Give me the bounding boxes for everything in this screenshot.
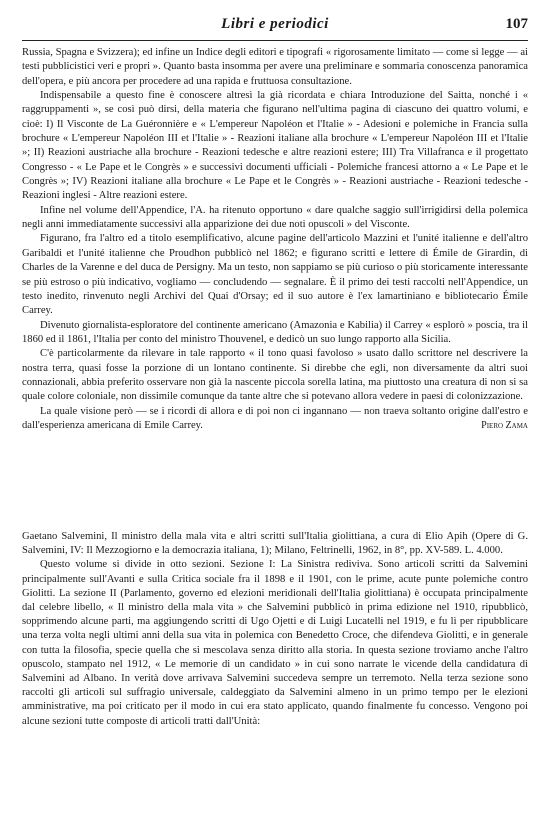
article-paragraph: Divenuto giornalista-esploratore del continente americano (Amazonia e Kabilia) il Carrey « esplorò » poscia, tra il 1860 ed il 1861, l'Italia per conto del ministro Thouvenel, e dedicò un suo lungo rapporto alla Sicilia.: [22, 319, 528, 345]
author-signature: Piero Zama: [481, 420, 528, 432]
bibliographic-entry: Gaetano Salvemini, Il ministro della mala vita e altri scritti sull'Italia giolittiana, a cura di Elio Apih (Opere di G. Salvemini, IV: Il Mezzogiorno e la democrazia italiana, 1); Milano, Feltrinelli, 1962, in 8°, pp. XV-589. L. 4.000.: [22, 531, 528, 557]
running-title: Libri e periodici: [221, 16, 329, 32]
article-paragraph: Russia, Spagna e Svizzera); ed infine un Indice degli editori e tipografi « rigorosamente limitato — come si legge — ai testi pubblicistici veri e propri ». Quanto basta insomma per avere una preliminare e sommaria conoscenza panoramica dell'opera, e più ancora per procedere ad una rapida e fruttuosa consultazione.: [22, 47, 528, 87]
page-number: 107: [505, 16, 528, 32]
article-paragraph: Infine nel volume dell'Appendice, l'A. ha ritenuto opportuno « dare qualche saggio sull'irrigidirsi della polemica negli anni immediatamente successivi alla apparizione dei due noti opuscoli » del Visconte.: [22, 204, 528, 231]
article-paragraph: Figurano, fra l'altro ed a titolo esemplificativo, alcune pagine dell'articolo Mazzini et l'unité italienne e dell'altro Garibaldi et l'unité italienne che Proudhon pubblicò nel 1862; e figurano scritti e lettere di Émile de Girardin, di Charles de la Varenne e del duca de Persigny. Ma un testo, non sappiamo se più curioso o più storicamente interessante se più estroso o più indicativo, vogliamo — concludendo — segnalare. È il primo dei testi raccolti nell'Appendice, un testo inedito, rinvenuto negli Archivi del Quai d'Orsay; ed il suo autore è l'ex lamartiniano e bibliotecario Émile Carrey.: [22, 233, 528, 317]
page-header: [22, 14, 528, 41]
article-paragraph: Indispensabile a questo fine è conoscere altresì la già ricordata e chiara Introduzione del Saitta, nonché i « raggruppamenti », se così può dirsi, della materia che figurano nell'ultima pagina di ciascuno dei quattro volumi, e cioè: I) Il Visconte de La Guéronnière e « L'empereur Napoléon et l'Italie » - Adesioni e polemiche in Francia sulla brochure « L'empereur Napoléon III et l'Italie » - Reazioni italiane alla brochure « L'empereur Napoléon III et l'Italie »; II) Reazioni austriache alla brochure - Reazioni tedesche e altre reazioni estere; III) Tra Villafranca e il progettato Congresso - « Le Pape et le Congrès » e successivi documenti ufficiali - Polemiche francesi attorno a « Le Pape et le Congrès »; IV) Reazioni italiane alla brochure « Le Pape et le Congrès » - Reazioni austriache - Reazioni tedesche - Reazioni inglesi - Altre reazioni estere.: [22, 90, 528, 202]
review-paragraph: Questo volume si divide in otto sezioni. Sezione I: La Sinistra rediviva. Sono articoli scritti da Salvemini principalmente sull'Avanti e sulla Critica sociale fra il 1898 e il 1901, con le prime, acute punte polemiche contro Giolitti. La sezione II (Parlamento, governo ed elezioni meridionali dell'Italia giolittiana) è occupata principalmente dal celebre libello, « Il ministro della mala vita » che Salvemini pubblicò in prima edizione nel 1910, ripubblicò, sopprimendo alcune parti, ma aggiungendo scritti di Ugo Ojetti e di Luigi Lucatelli nel 1919, e fu lì per ripubblicare una terza volta negli ultimi anni della sua vita in polemica con Benedetto Croce, che difendeva Giolitti, e in generale con tutta la filosofia, specie quella che si mescolava senza diritto alla storia. In questa sezione troviamo anche l'altro opuscolo, stampato nel 1912, « Le memorie di un candidato » in cui sono narrate le vicende della candidatura di Salvemini ad Albano. In verità dove arrivava Salvemini succedeva sempre un terremoto. Nella terza sezione sono raccolti gli articoli sul suffragio universale, caldeggiato da Salvemini almeno in un primo tempo per le elezioni amministrative, ma poi criticato per il modo in cui era stato applicato, quando finalmente fu concesso. Vengono poi alcune sezioni tutte composte di articoli tratti dall'Unità:: [22, 559, 528, 727]
article-body: [22, 46, 528, 434]
book-review: [22, 530, 528, 729]
article-paragraph: La quale visione però — se i ricordi di allora e di poi non ci ingannano — non traeva soltanto origine dall'estro e dall'esperienza americana di Emile Carrey.: [22, 405, 528, 431]
article-paragraph: C'è particolarmente da rilevare in tale rapporto « il tono quasi favoloso » usato dallo scrittore nel descrivere la nostra terra, quasi fosse la porzione di un lontano continente. Si direbbe che egli, non diversamente da altri suoi connazionali, abbia preferito osservare non già la nascente piccola sorella latina, ma piuttosto una creatura di non si sa quale colore coloniale, non dissimile comunque da tante altre che si potevano allora vedere in paesi di colonizzazione.: [22, 348, 528, 403]
